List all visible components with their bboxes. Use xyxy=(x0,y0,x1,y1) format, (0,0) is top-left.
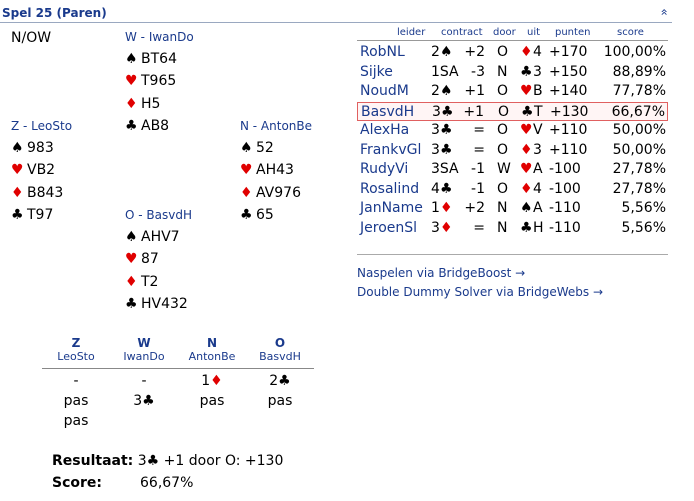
score: 88,89% xyxy=(612,63,666,80)
bid-call: 2♣ xyxy=(269,373,291,389)
contract-level: 2 xyxy=(431,83,440,99)
results-body xyxy=(357,41,668,238)
lead-card: H xyxy=(533,219,544,236)
result-level: 3 xyxy=(137,453,147,469)
lead-card: A xyxy=(533,161,543,177)
col-punten: punten xyxy=(555,27,591,38)
declarer: O xyxy=(497,44,509,60)
club-icon: ♣ xyxy=(11,207,24,224)
contract-result: -1 xyxy=(471,161,485,177)
leider-name[interactable]: Sijke xyxy=(360,63,393,80)
points: +130 xyxy=(550,103,589,120)
declarer: O xyxy=(497,122,509,138)
table-row[interactable] xyxy=(357,141,668,161)
east-spades: AHV7 xyxy=(141,229,180,245)
table-row[interactable] xyxy=(357,63,668,83)
col-score: score xyxy=(617,27,644,38)
contract-level: 1SA xyxy=(431,63,459,80)
col-uit: uit xyxy=(527,27,541,38)
leider-name[interactable]: NoudM xyxy=(360,83,409,99)
result-line xyxy=(52,453,283,469)
lead-suit: ♣ xyxy=(521,103,534,120)
lead-card: V xyxy=(533,122,543,138)
bid-call: pas xyxy=(63,393,89,409)
bid-seat-letter: O xyxy=(274,336,286,350)
lead-suit: ♥ xyxy=(520,83,533,99)
lead-card: 3 xyxy=(533,141,542,158)
points: +170 xyxy=(549,44,588,60)
declarer: O xyxy=(497,180,509,197)
bid-player-name: AntonBe xyxy=(188,350,236,363)
diamond-icon: ♦ xyxy=(210,373,223,389)
lead-card: T xyxy=(534,103,543,120)
bid-seat-header xyxy=(110,336,178,364)
leider-name[interactable]: RudyVi xyxy=(360,161,409,177)
contract-result: +1 xyxy=(464,83,485,99)
points: -100 xyxy=(549,180,581,197)
contract-suit: ♣ xyxy=(440,122,453,138)
dds-link[interactable]: Double Dummy Solver via BridgeWebs → xyxy=(357,285,604,299)
bid-seat-letter: W xyxy=(137,336,151,350)
col-leider: leider xyxy=(397,27,426,38)
contract-suit: ♦ xyxy=(440,219,453,236)
bid-call: - xyxy=(73,373,79,389)
contract-suit: ♣ xyxy=(440,180,453,197)
bid-call: pas xyxy=(199,393,225,409)
lead-card: 4 xyxy=(533,180,542,197)
west-clubs: AB8 xyxy=(141,118,170,135)
bid-call: pas xyxy=(63,413,89,429)
north-spades: 983 xyxy=(27,140,54,156)
heart-icon: ♥ xyxy=(125,73,138,90)
diamond-icon: ♦ xyxy=(125,95,138,112)
bidding-divider xyxy=(42,368,314,369)
north-hearts: VB2 xyxy=(27,162,56,179)
bid-call: 1♦ xyxy=(201,373,223,389)
spade-icon: ♠ xyxy=(11,140,24,156)
lead-suit: ♥ xyxy=(520,122,533,138)
board-title: Spel 25 (Paren) xyxy=(2,6,107,20)
diamond-icon: ♦ xyxy=(11,184,24,201)
club-icon: ♣ xyxy=(142,393,155,409)
contract-level: 3 xyxy=(432,103,441,120)
score: 77,78% xyxy=(612,83,666,99)
west-diamonds: H5 xyxy=(141,95,161,112)
contract-result: +2 xyxy=(464,200,485,216)
declarer: W xyxy=(497,161,511,177)
score: 100,00% xyxy=(603,44,666,60)
contract-level: 3 xyxy=(431,219,440,236)
lead-suit: ♣ xyxy=(520,63,533,80)
contract-level: 3 xyxy=(431,122,440,138)
results-divider xyxy=(357,254,668,255)
contract-suit: ♠ xyxy=(440,44,453,60)
contract-level: 1 xyxy=(431,200,440,216)
contract-result: = xyxy=(473,141,485,158)
points: +110 xyxy=(549,122,588,138)
lead-card: 4 xyxy=(533,44,542,60)
points: -110 xyxy=(549,219,581,236)
contract-result: -1 xyxy=(471,180,485,197)
heart-icon: ♥ xyxy=(11,162,24,179)
table-row[interactable] xyxy=(357,121,668,141)
bid-player-name: BasvdH xyxy=(259,350,301,363)
col-door: door xyxy=(493,27,516,38)
score: 27,78% xyxy=(612,180,666,197)
south-clubs: 65 xyxy=(256,207,274,224)
dealer-vulnerability: N/OW xyxy=(11,30,52,46)
east-clubs: HV432 xyxy=(141,296,188,313)
score-label: Score: xyxy=(52,475,102,491)
spade-icon: ♠ xyxy=(125,51,138,67)
leider-name[interactable]: FrankvGl xyxy=(360,141,422,158)
south-hearts: AH43 xyxy=(256,162,294,179)
hand-south-label: N - AntonBe xyxy=(240,119,313,133)
table-row[interactable] xyxy=(357,199,668,219)
east-hearts: 87 xyxy=(141,251,159,268)
table-row[interactable] xyxy=(357,219,668,239)
lead-card: 3 xyxy=(533,63,542,80)
club-icon: ♣ xyxy=(240,207,253,224)
south-spades: 52 xyxy=(256,140,274,156)
results-table xyxy=(357,26,668,238)
bid-seat-letter: N xyxy=(206,336,218,350)
table-row[interactable] xyxy=(357,160,668,180)
bid-call: 3♣ xyxy=(133,393,155,409)
declarer: N xyxy=(497,63,508,80)
contract-level: 3SA xyxy=(431,161,459,177)
contract-result: +1 xyxy=(463,103,484,120)
contract-suit: ♣ xyxy=(440,141,453,158)
points: -110 xyxy=(549,200,581,216)
declarer: O xyxy=(497,141,509,158)
contract-level: 4 xyxy=(431,180,440,197)
north-clubs: T97 xyxy=(27,207,54,224)
score: 50,00% xyxy=(612,141,666,158)
contract-result: +2 xyxy=(464,44,485,60)
spade-icon: ♠ xyxy=(240,140,253,156)
score: 5,56% xyxy=(621,200,666,216)
spade-icon: ♠ xyxy=(125,229,138,245)
hand-west xyxy=(125,30,194,138)
results-header xyxy=(357,26,668,41)
leider-name[interactable]: JeroenSl xyxy=(360,219,418,236)
south-diamonds: AV976 xyxy=(256,184,301,201)
declarer: O xyxy=(498,103,510,120)
contract-level: 3 xyxy=(431,141,440,158)
leider-name[interactable]: AlexHa xyxy=(360,122,410,138)
contract-level: 2 xyxy=(431,44,440,60)
bid-call: - xyxy=(141,373,147,389)
points: -100 xyxy=(549,161,581,177)
board-header xyxy=(0,4,672,23)
contract-suit: ♦ xyxy=(440,200,453,216)
declarer: N xyxy=(497,219,508,236)
table-row[interactable] xyxy=(357,102,668,122)
points: +150 xyxy=(549,63,588,80)
hand-east xyxy=(125,208,192,316)
bid-seat-header xyxy=(178,336,246,364)
heart-icon: ♥ xyxy=(125,251,138,268)
score-line xyxy=(52,475,194,491)
table-row[interactable] xyxy=(357,43,668,63)
contract-result: = xyxy=(473,219,485,236)
contract-result: = xyxy=(473,122,485,138)
table-row[interactable] xyxy=(357,82,668,102)
lead-suit: ♣ xyxy=(520,219,533,236)
club-icon: ♣ xyxy=(278,373,291,389)
leider-name[interactable]: BasvdH xyxy=(361,103,415,120)
lead-card: B xyxy=(533,83,543,99)
table-row[interactable] xyxy=(357,180,668,200)
score: 27,78% xyxy=(612,161,666,177)
points: +110 xyxy=(549,141,588,158)
score: 5,56% xyxy=(621,219,666,236)
west-hearts: T965 xyxy=(141,73,177,90)
contract-result: -3 xyxy=(471,63,485,80)
bid-player-name: LeoSto xyxy=(57,350,95,363)
collapse-icon[interactable]: « xyxy=(657,8,672,16)
lead-suit: ♥ xyxy=(520,161,533,177)
bid-seat-header xyxy=(246,336,314,364)
lead-suit: ♦ xyxy=(520,180,533,197)
diamond-icon: ♦ xyxy=(125,273,138,290)
diamond-icon: ♦ xyxy=(240,184,253,201)
bid-player-name: IwanDo xyxy=(123,350,165,363)
lead-suit: ♦ xyxy=(520,44,533,60)
lead-suit: ♦ xyxy=(520,141,533,158)
leider-name[interactable]: Rosalind xyxy=(360,180,420,197)
hand-east-label: O - BasvdH xyxy=(125,208,192,222)
score: 50,00% xyxy=(612,122,666,138)
east-diamonds: T2 xyxy=(141,273,159,290)
score: 66,67% xyxy=(611,103,665,120)
club-icon: ♣ xyxy=(146,453,160,469)
declarer: N xyxy=(497,200,508,216)
club-icon: ♣ xyxy=(125,118,138,135)
hand-south xyxy=(240,119,312,227)
leider-name[interactable]: JanName xyxy=(360,200,423,216)
result-detail: +1 door O: +130 xyxy=(159,453,284,469)
score-value: 66,67% xyxy=(140,475,194,491)
hand-west-label: W - IwanDo xyxy=(125,30,194,44)
naspelen-link[interactable]: Naspelen via BridgeBoost → xyxy=(357,266,526,280)
contract-suit: ♠ xyxy=(440,83,453,99)
hand-north-label: Z - LeoSto xyxy=(11,119,73,133)
club-icon: ♣ xyxy=(125,296,138,313)
bid-call: pas xyxy=(267,393,293,409)
declarer: O xyxy=(497,83,509,99)
lead-suit: ♠ xyxy=(520,200,533,216)
result-label: Resultaat: xyxy=(52,453,134,469)
col-contract: contract xyxy=(441,27,483,38)
contract-suit: ♣ xyxy=(441,103,454,120)
bid-seat-letter: Z xyxy=(71,336,81,350)
bid-seat-header xyxy=(42,336,110,364)
leider-name[interactable]: RobNL xyxy=(360,44,405,60)
north-diamonds: B843 xyxy=(27,184,64,201)
hand-north xyxy=(11,119,72,227)
lead-card: A xyxy=(533,200,543,216)
heart-icon: ♥ xyxy=(240,162,253,179)
west-spades: BT64 xyxy=(141,51,177,67)
points: +140 xyxy=(549,83,588,99)
